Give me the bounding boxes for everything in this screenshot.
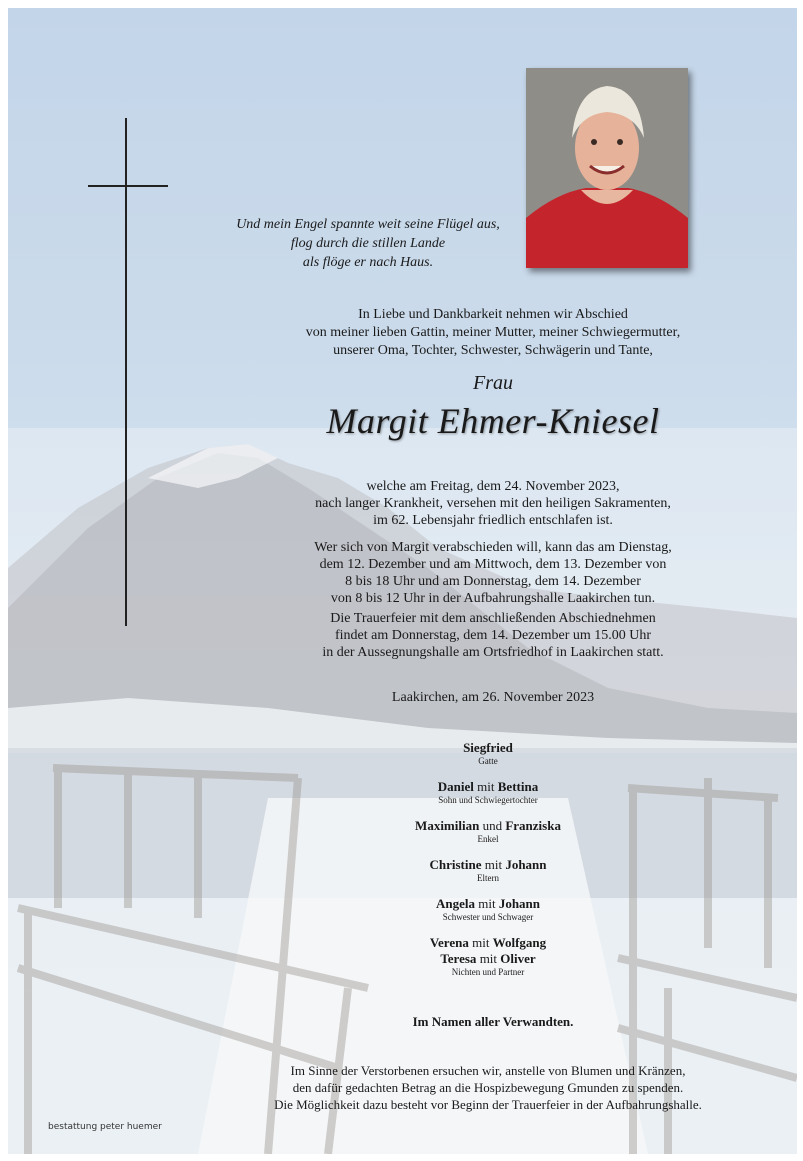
death-notice-line: im 62. Lebensjahr friedlich entschlafen ist. xyxy=(373,513,613,528)
donation-line: den dafür gedachten Betrag an die Hospizbewegung Gmunden zu spenden. xyxy=(292,1080,684,1095)
mourner-name: Franziska xyxy=(505,818,561,833)
mourner-name: Johann xyxy=(498,896,541,911)
cross-horizontal-bar xyxy=(88,185,168,187)
mourner-name: Christine xyxy=(429,857,482,872)
death-notice xyxy=(208,478,778,529)
intro-line: von meiner lieben Gattin, meiner Mutter, meiner Schwiegermutter, xyxy=(305,325,681,340)
mourner-name: Maximilian xyxy=(415,818,480,833)
mourner-entry xyxy=(338,818,638,845)
viewing-line: von 8 bis 12 Uhr in der Aufbahrungshalle Laakirchen tun. xyxy=(330,591,656,606)
mourner-connector: mit xyxy=(481,857,506,872)
donation-line: Die Möglichkeit dazu besteht vor Beginn der Trauerfeier in der Aufbahrungshalle. xyxy=(274,1097,702,1112)
mourner-entry xyxy=(338,779,638,806)
mourner-name: Bettina xyxy=(497,779,539,794)
viewing-info xyxy=(208,539,778,607)
mourner-name: Angela xyxy=(435,896,475,911)
mourner-relation: Eltern xyxy=(477,873,499,883)
closing-line: Im Namen aller Verwandten. xyxy=(412,1014,574,1029)
cross-vertical-bar xyxy=(125,118,127,626)
viewing-line: dem 12. Dezember und am Mittwoch, dem 13. Dezember von xyxy=(319,557,667,572)
mourner-relation: Nichten und Partner xyxy=(451,967,525,977)
ceremony-info xyxy=(208,610,778,661)
quote-line: flog durch die stillen Lande xyxy=(290,236,446,251)
mourner-entry xyxy=(338,896,638,923)
ceremony-line: in der Aussegnungshalle am Ortsfriedhof in Laakirchen statt. xyxy=(322,645,664,660)
death-notice-line: nach langer Krankheit, versehen mit den heiligen Sakramenten, xyxy=(315,496,671,511)
mourner-name: Johann xyxy=(505,857,547,872)
obituary-card xyxy=(8,8,797,1154)
mourner-entry xyxy=(338,740,638,767)
mourner-connector: und xyxy=(479,818,506,833)
mourner-connector: mit xyxy=(474,896,499,911)
mourner-name: Siegfried xyxy=(463,740,513,755)
viewing-line: 8 bis 18 Uhr und am Donnerstag, dem 14. Dezember xyxy=(345,574,641,589)
funeral-home-credit: bestattung peter huemer xyxy=(48,1122,162,1132)
intro-text xyxy=(208,306,778,360)
mourner-name: Verena xyxy=(429,935,469,950)
mourner-name: Daniel xyxy=(437,779,474,794)
mourner-relation: Sohn und Schwiegertochter xyxy=(438,795,538,805)
viewing-line: Wer sich von Margit verabschieden will, kann das am Dienstag, xyxy=(314,540,672,555)
intro-line: unserer Oma, Tochter, Schwester, Schwägerin und Tante, xyxy=(333,343,653,358)
donation-note xyxy=(188,1062,788,1113)
place-date: Laakirchen, am 26. November 2023 xyxy=(391,690,595,705)
ceremony-line: findet am Donnerstag, dem 14. Dezember um 15.00 Uhr xyxy=(334,628,652,643)
death-notice-line: welche am Freitag, dem 24. November 2023, xyxy=(366,479,620,494)
mourner-connector: mit xyxy=(476,951,501,966)
mourner-connector: mit xyxy=(468,935,493,950)
mourner-relation: Enkel xyxy=(477,834,499,844)
salutation: Frau xyxy=(473,372,513,394)
mourner-name: Oliver xyxy=(500,951,536,966)
mourner-name: Wolfgang xyxy=(492,935,547,950)
mourner-entry xyxy=(338,935,638,978)
mourner-relation: Gatte xyxy=(478,756,498,766)
portrait-photo xyxy=(526,68,688,268)
quote-line: als flöge er nach Haus. xyxy=(302,255,434,270)
mourner-relation: Schwester und Schwager xyxy=(442,912,534,922)
mourner-name: Teresa xyxy=(440,951,477,966)
intro-line: In Liebe und Dankbarkeit nehmen wir Abschied xyxy=(358,307,628,322)
poem-quote xyxy=(208,215,528,272)
mourner-connector: mit xyxy=(473,779,498,794)
quote-line: Und mein Engel spannte weit seine Flügel aus, xyxy=(236,217,500,232)
ceremony-line: Die Trauerfeier mit dem anschließenden Abschiednehmen xyxy=(330,611,656,626)
deceased-name: Margit Ehmer-Kniesel xyxy=(326,401,660,441)
mourner-entry xyxy=(338,857,638,884)
donation-line: Im Sinne der Verstorbenen ersuchen wir, anstelle von Blumen und Kränzen, xyxy=(290,1063,686,1078)
